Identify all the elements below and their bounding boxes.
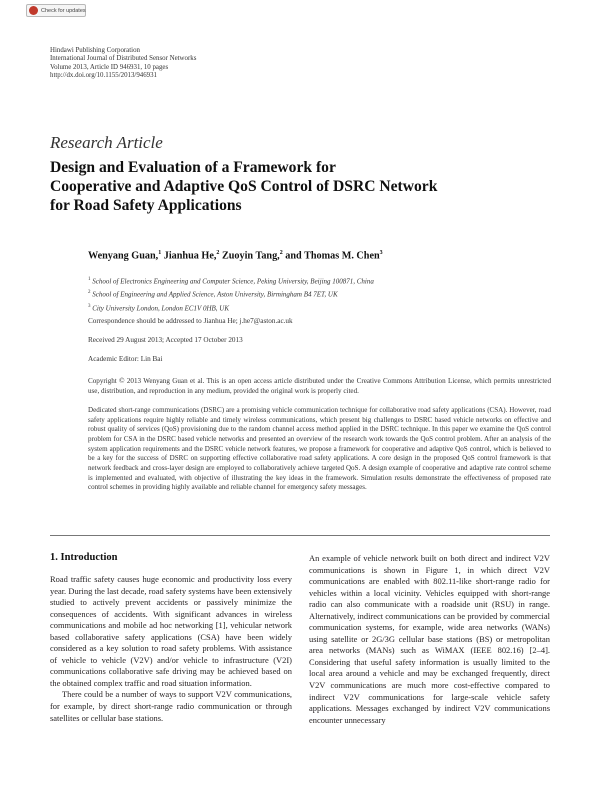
affiliations — [88, 274, 374, 314]
affiliation — [88, 301, 374, 314]
paper-title — [50, 158, 550, 215]
abstract: Dedicated short-range communications (DSRC) are a promising vehicle communication technique for collaborative road safety applications (CSA). However, road safety applications require highly reliable and timely wireless communications, which present big challenges to DSRC based vehicle networks on effective and robust quality of services (QoS) provisioning due to the random channel access method applied in the DSRC technique. In this paper we examine the QoS control problem for CSA in the DSRC based vehicle networks and presented an overview of the research work towards the QoS control problem. After an analysis of the system application requirements and the DSRC vehicle network features, we propose a framework for cooperative and adaptive QoS control, which is believed to be a key for the success of DSRC on supporting effective collaborative road safety applications. A core design in the proposed QoS control framework is that network feedback and cross-layer design are employed to collaboratively achieve targeted QoS. A design example of cooperative and adaptive rate control scheme is implemented and evaluated, with objective of illustrating the key ideas in the framework. Simulation results demonstrate the effectiveness of proposed rate control schemes in providing highly available and reliable channel for emergency safety messages. — [88, 406, 551, 492]
article-type: Research Article — [50, 133, 163, 152]
author-affiliation-mark: 2 — [216, 250, 220, 256]
author-list — [88, 250, 383, 261]
title-line: Design and Evaluation of a Framework for — [50, 159, 336, 176]
affiliation-text: School of Engineering and Applied Science, Aston University, Birmingham B4 7ET, UK — [90, 290, 338, 299]
affiliation-mark: 1 — [88, 277, 91, 282]
author-name: and Thomas M. Chen — [282, 250, 380, 262]
crossmark-icon — [29, 6, 38, 15]
journal-name: International Journal of Distributed Sensor Networks — [50, 55, 197, 63]
affiliation-text: City University London, London EC1V 0HB, UK — [90, 303, 230, 312]
author-name: Wenyang Guan, — [88, 250, 159, 262]
affiliation-text: School of Electronics Engineering and Computer Science, Peking University, Beijing 100871, China — [90, 277, 374, 286]
left-column — [50, 574, 292, 724]
section-heading-introduction: 1. Introduction — [50, 552, 118, 563]
author-affiliation-mark: 1 — [158, 250, 162, 256]
section-divider — [50, 535, 550, 536]
copyright-notice: Copyright © 2013 Wenyang Guan et al. This is an open access article distributed under the Creative Commons Attribution License, which permits unrestricted use, distribution, and reproduction in any medium, provided the original work is properly cited. — [88, 377, 551, 395]
title-line: for Road Safety Applications — [50, 197, 242, 214]
author-name: Zuoyin Tang, — [219, 250, 280, 262]
paragraph: Road traffic safety causes huge economic and productivity loss every year. During the last decade, road safety systems have been extensively studied to actively prevent accidents or passively minimize the consequences of accidents. With significant advances in wireless communications and mobile ad hoc networking [1], vehicular network based collaborative safety applications (CSA) have been widely considered as a key solution to road safety problems. With assistance of vehicle to vehicle (V2V) and/or vehicle to infrastructure (V2I) communications collaborative safe driving may be achieved based on the obtained complex traffic and road situation information. — [50, 574, 292, 688]
paragraph: There could be a number of ways to support V2V communications, for example, by direct short-range radio communication or through satellites or cellular base stations. — [50, 689, 292, 723]
academic-editor: Academic Editor: Lin Bai — [88, 355, 163, 363]
right-column — [309, 553, 550, 726]
affiliation — [88, 287, 374, 300]
author-affiliation-mark: 3 — [379, 250, 383, 256]
received-dates: Received 29 August 2013; Accepted 17 October 2013 — [88, 336, 243, 344]
volume-info: Volume 2013, Article ID 946931, 10 pages — [50, 63, 169, 71]
check-for-updates-badge[interactable] — [26, 4, 86, 17]
affiliation — [88, 274, 374, 287]
title-line: Cooperative and Adaptive QoS Control of DSRC Network — [50, 178, 438, 195]
publisher: Hindawi Publishing Corporation — [50, 47, 140, 54]
author-name: Jianhua He, — [161, 250, 217, 262]
author-affiliation-mark: 2 — [279, 250, 283, 256]
doi-link[interactable]: http://dx.doi.org/10.1155/2013/946931 — [50, 71, 157, 79]
paragraph: An example of vehicle network built on both direct and indirect V2V communications is shown in Figure 1, in which direct V2V communications are enabled with 802.11-like short-range radio for vehicles within a local vicinity. Vehicles equipped with short-range radio can also communicate with a roadside unit (RSU) in range. Alternatively, indirect communications can be provided by commercial communication systems, for example, wide area networks (WANs) using satellite or 2G/3G cellular base stations (BS) or metropolitan area networks (MANs) such as WiMAX (IEEE 802.16) [2–4]. Considering that useful safety information is usually limited to the local area around a vehicle and may be exchanged frequently, direct V2V communications are much more cost-effective compared to indirect V2V communications for large-scale vehicle safety applications. Messages exchanged by indirect V2V communications encounter unnecessary — [309, 553, 550, 725]
check-for-updates-label: Check for updates — [41, 7, 86, 14]
affiliation-mark: 3 — [88, 303, 91, 309]
affiliation-mark: 2 — [88, 290, 91, 296]
journal-info — [50, 47, 196, 80]
correspondence: Correspondence should be addressed to Jianhua He; j.he7@aston.ac.uk — [88, 317, 293, 325]
